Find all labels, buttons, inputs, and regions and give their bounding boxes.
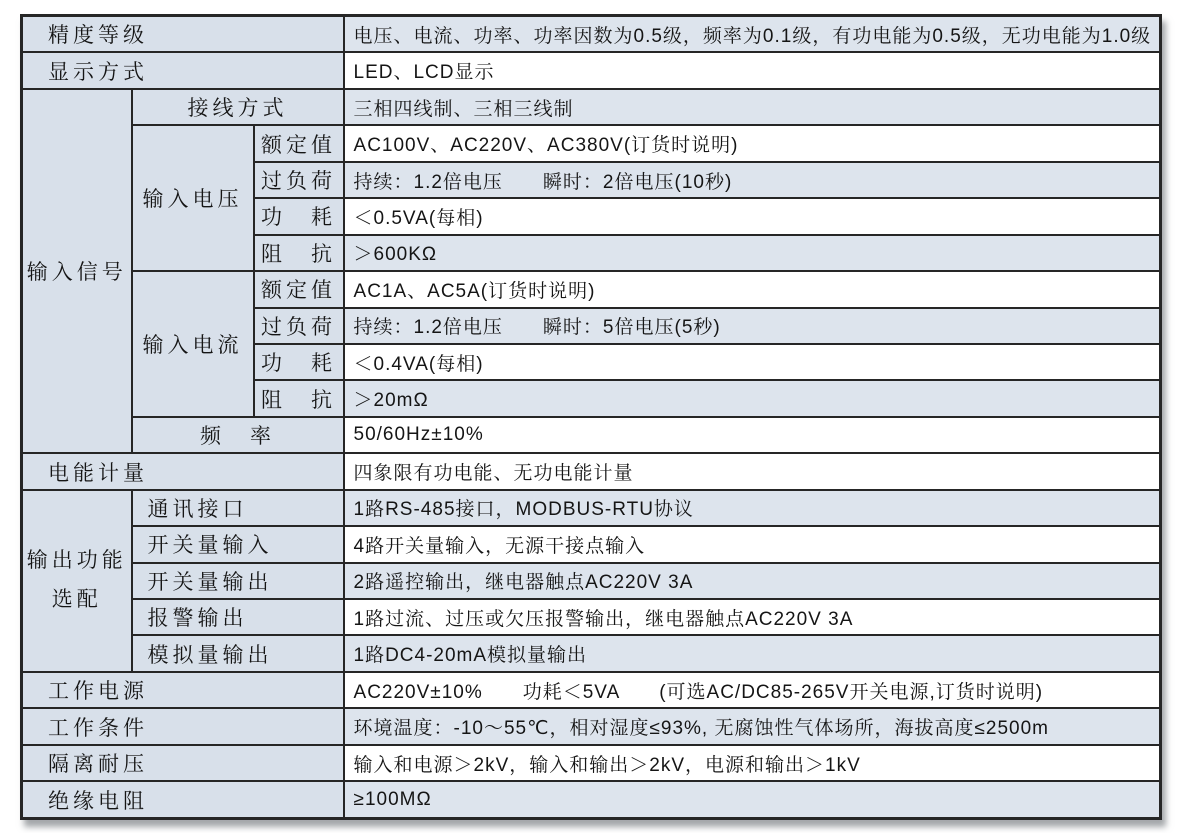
display-value: LED、LCD显示 xyxy=(344,52,1161,88)
input-signal-label: 输入信号 xyxy=(22,89,132,453)
voltage-rated-label: 额定值 xyxy=(254,125,344,161)
wiring-value: 三相四线制、三相三线制 xyxy=(344,89,1161,125)
comm-value: 1路RS-485接口，MODBUS-RTU协议 xyxy=(344,490,1161,526)
comm-label: 通讯接口 xyxy=(132,490,344,526)
voltage-overload-label: 过负荷 xyxy=(254,162,344,198)
analog-out-value: 1路DC4-20mA模拟量输出 xyxy=(344,635,1161,671)
row-insulation-resistance xyxy=(22,781,1161,818)
digital-out-label: 开关量输出 xyxy=(132,563,344,599)
current-overload-label: 过负荷 xyxy=(254,308,344,344)
power-supply-label: 工作电源 xyxy=(22,672,344,708)
current-consumption-value: ＜0.4VA(每相) xyxy=(344,344,1161,380)
row-analog-out xyxy=(22,635,1161,671)
input-voltage-label: 输入电压 xyxy=(132,125,254,271)
output-options-label-line1: 输出功能 xyxy=(26,548,127,572)
row-voltage-rated xyxy=(22,125,1161,161)
row-display xyxy=(22,52,1161,88)
current-overload-value: 持续：1.2倍电压 瞬时：5倍电压(5秒) xyxy=(344,308,1161,344)
voltage-rated-value: AC100V、AC220V、AC380V(订货时说明) xyxy=(344,125,1161,161)
digital-out-value: 2路遥控输出，继电器触点AC220V 3A xyxy=(344,563,1161,599)
digital-in-label: 开关量输入 xyxy=(132,526,344,562)
current-impedance-label: 阻 抗 xyxy=(254,380,344,416)
wiring-label: 接线方式 xyxy=(132,89,344,125)
frequency-value: 50/60Hz±10% xyxy=(344,417,1161,453)
row-alarm-out xyxy=(22,599,1161,635)
spec-table xyxy=(20,14,1162,820)
analog-out-label: 模拟量输出 xyxy=(132,635,344,671)
current-rated-label: 额定值 xyxy=(254,271,344,307)
spec-table-container xyxy=(20,14,1162,820)
voltage-impedance-value: ＞600KΩ xyxy=(344,235,1161,271)
voltage-overload-value: 持续：1.2倍电压 瞬时：2倍电压(10秒) xyxy=(344,162,1161,198)
voltage-consumption-value: ＜0.5VA(每相) xyxy=(344,198,1161,234)
output-options-label xyxy=(22,490,132,672)
row-digital-in xyxy=(22,526,1161,562)
display-label: 显示方式 xyxy=(22,52,344,88)
current-impedance-value: ＞20mΩ xyxy=(344,380,1161,416)
voltage-impedance-label: 阻 抗 xyxy=(254,235,344,271)
current-rated-value: AC1A、AC5A(订货时说明) xyxy=(344,271,1161,307)
row-digital-out xyxy=(22,563,1161,599)
insulation-resistance-label: 绝缘电阻 xyxy=(22,781,344,818)
row-isolation-voltage xyxy=(22,745,1161,781)
row-work-conditions xyxy=(22,708,1161,744)
input-current-label: 输入电流 xyxy=(132,271,254,417)
frequency-label: 频 率 xyxy=(132,417,344,453)
voltage-consumption-label: 功 耗 xyxy=(254,198,344,234)
alarm-out-label: 报警输出 xyxy=(132,599,344,635)
power-supply-value: AC220V±10% 功耗＜5VA (可选AC/DC85-265V开关电源,订货时说明) xyxy=(344,672,1161,708)
row-frequency xyxy=(22,417,1161,453)
accuracy-value: 电压、电流、功率、功率因数为0.5级，频率为0.1级，有功电能为0.5级，无功电能为1.0级 xyxy=(344,16,1161,53)
accuracy-label: 精度等级 xyxy=(22,16,344,53)
row-current-rated xyxy=(22,271,1161,307)
row-energy-metering xyxy=(22,453,1161,489)
current-consumption-label: 功 耗 xyxy=(254,344,344,380)
energy-metering-label: 电能计量 xyxy=(22,453,344,489)
row-power-supply xyxy=(22,672,1161,708)
insulation-resistance-value: ≥100MΩ xyxy=(344,781,1161,818)
row-comm xyxy=(22,490,1161,526)
output-options-label-line2: 选配 xyxy=(51,587,102,611)
digital-in-value: 4路开关量输入，无源干接点输入 xyxy=(344,526,1161,562)
row-accuracy xyxy=(22,16,1161,53)
row-wiring xyxy=(22,89,1161,125)
isolation-voltage-value: 输入和电源＞2kV，输入和输出＞2kV，电源和输出＞1kV xyxy=(344,745,1161,781)
work-conditions-label: 工作条件 xyxy=(22,708,344,744)
isolation-voltage-label: 隔离耐压 xyxy=(22,745,344,781)
work-conditions-value: 环境温度：-10～55℃，相对湿度≤93%, 无腐蚀性气体场所，海拔高度≤2500m xyxy=(344,708,1161,744)
energy-metering-value: 四象限有功电能、无功电能计量 xyxy=(344,453,1161,489)
alarm-out-value: 1路过流、过压或欠压报警输出，继电器触点AC220V 3A xyxy=(344,599,1161,635)
